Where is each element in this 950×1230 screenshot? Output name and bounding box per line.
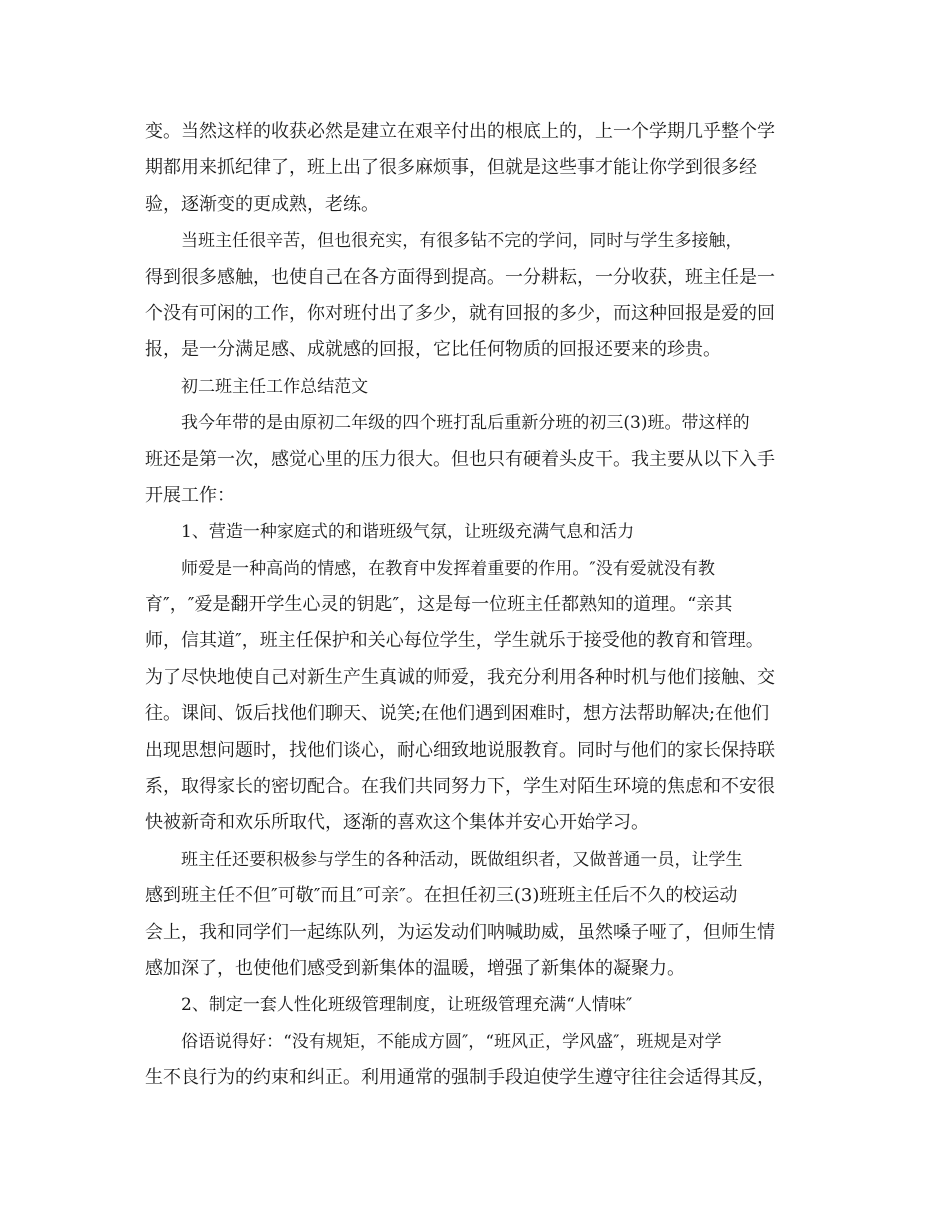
text-line: 1、营造一种家庭式的和谐班级气氛，让班级充满气息和活力 xyxy=(181,522,635,543)
text-line: 报，是一分满足感、成就感的回报，它比任何物质的回报还要来的珍贵。 xyxy=(145,339,721,361)
text-line: 我今年带的是由原初二年级的四个班打乱后重新分班的初三(3)班。带这样的 xyxy=(181,413,750,434)
text-line: 往。课间、饭后找他们聊天、说笑;在他们遇到困难时，想方法帮助解决;在他们 xyxy=(145,703,770,725)
text-line: 得到很多感触，也使自己在各方面得到提高。一分耕耘，一分收获，班主任是一 xyxy=(145,266,775,288)
text-line: 快被新奇和欢乐所取代，逐渐的喜欢这个集体并安心开始学习。 xyxy=(145,812,649,834)
text-line: 验，逐渐变的更成熟，老练。 xyxy=(145,193,379,215)
text-line: 班主任还要积极参与学生的各种活动，既做组织者，又做普通一员，让学生 xyxy=(181,849,743,870)
text-line: 俗语说得好：“没有规矩，不能成方圆″，“班风正，学风盛″，班规是对学 xyxy=(181,1031,722,1052)
text-line: 师，信其道″，班主任保护和关心每位学生，学生就乐于接受他的教育和管理。 xyxy=(145,630,764,652)
text-line: 初二班主任工作总结范文 xyxy=(181,376,369,397)
text-line: 为了尽快地使自己对新生产生真诚的师爱，我充分利用各种时机与他们接触、交 xyxy=(145,666,775,688)
text-line: 系，取得家长的密切配合。在我们共同努力下，学生对陌生环境的焦虑和不安很 xyxy=(145,776,775,798)
text-line: 生不良行为的约束和纠正。利用通常的强制手段迫使学生遵守往往会适得其反， xyxy=(145,1067,775,1089)
text-line: 感到班主任不但″可敬″而且″可亲″。在担任初三(3)班班主任后不久的校运动 xyxy=(145,885,738,907)
text-line: 感加深了，也使他们感受到新集体的温暖，增强了新集体的凝聚力。 xyxy=(145,957,685,979)
text-line: 2、制定一套人性化班级管理制度，让班级管理充满“人情味″ xyxy=(181,995,633,1016)
text-line: 班还是第一次，感觉心里的压力很大。但也只有硬着头皮干。我主要从以下入手 xyxy=(145,448,775,470)
text-line: 师爱是一种高尚的情感，在教育中发挥着重要的作用。″没有爱就没有教 xyxy=(181,558,715,579)
text-line: 育″，″爱是翻开学生心灵的钥匙″，这是每一位班主任都熟知的道理。“亲其 xyxy=(145,594,733,616)
text-line: 出现思想问题时，找他们谈心，耐心细致地说服教育。同时与他们的家长保持联 xyxy=(145,739,775,761)
text-line: 会上，我和同学们一起练队列，为运发动们呐喊助威，虽然嗓子哑了，但师生情 xyxy=(145,921,775,943)
text-line: 期都用来抓纪律了，班上出了很多麻烦事，但就是这些事才能让你学到很多经 xyxy=(145,157,757,179)
text-line: 变。当然这样的收获必然是建立在艰辛付出的根底上的，上一个学期几乎整个学 xyxy=(145,121,775,142)
text-line: 当班主任很辛苦，但也很充实，有很多钻不完的学问，同时与学生多接触， xyxy=(181,231,743,252)
document-body xyxy=(145,114,807,1097)
text-line: 开展工作： xyxy=(145,484,235,506)
text-line: 个没有可闲的工作，你对班付出了多少，就有回报的多少，而这种回报是爱的回 xyxy=(145,302,775,324)
